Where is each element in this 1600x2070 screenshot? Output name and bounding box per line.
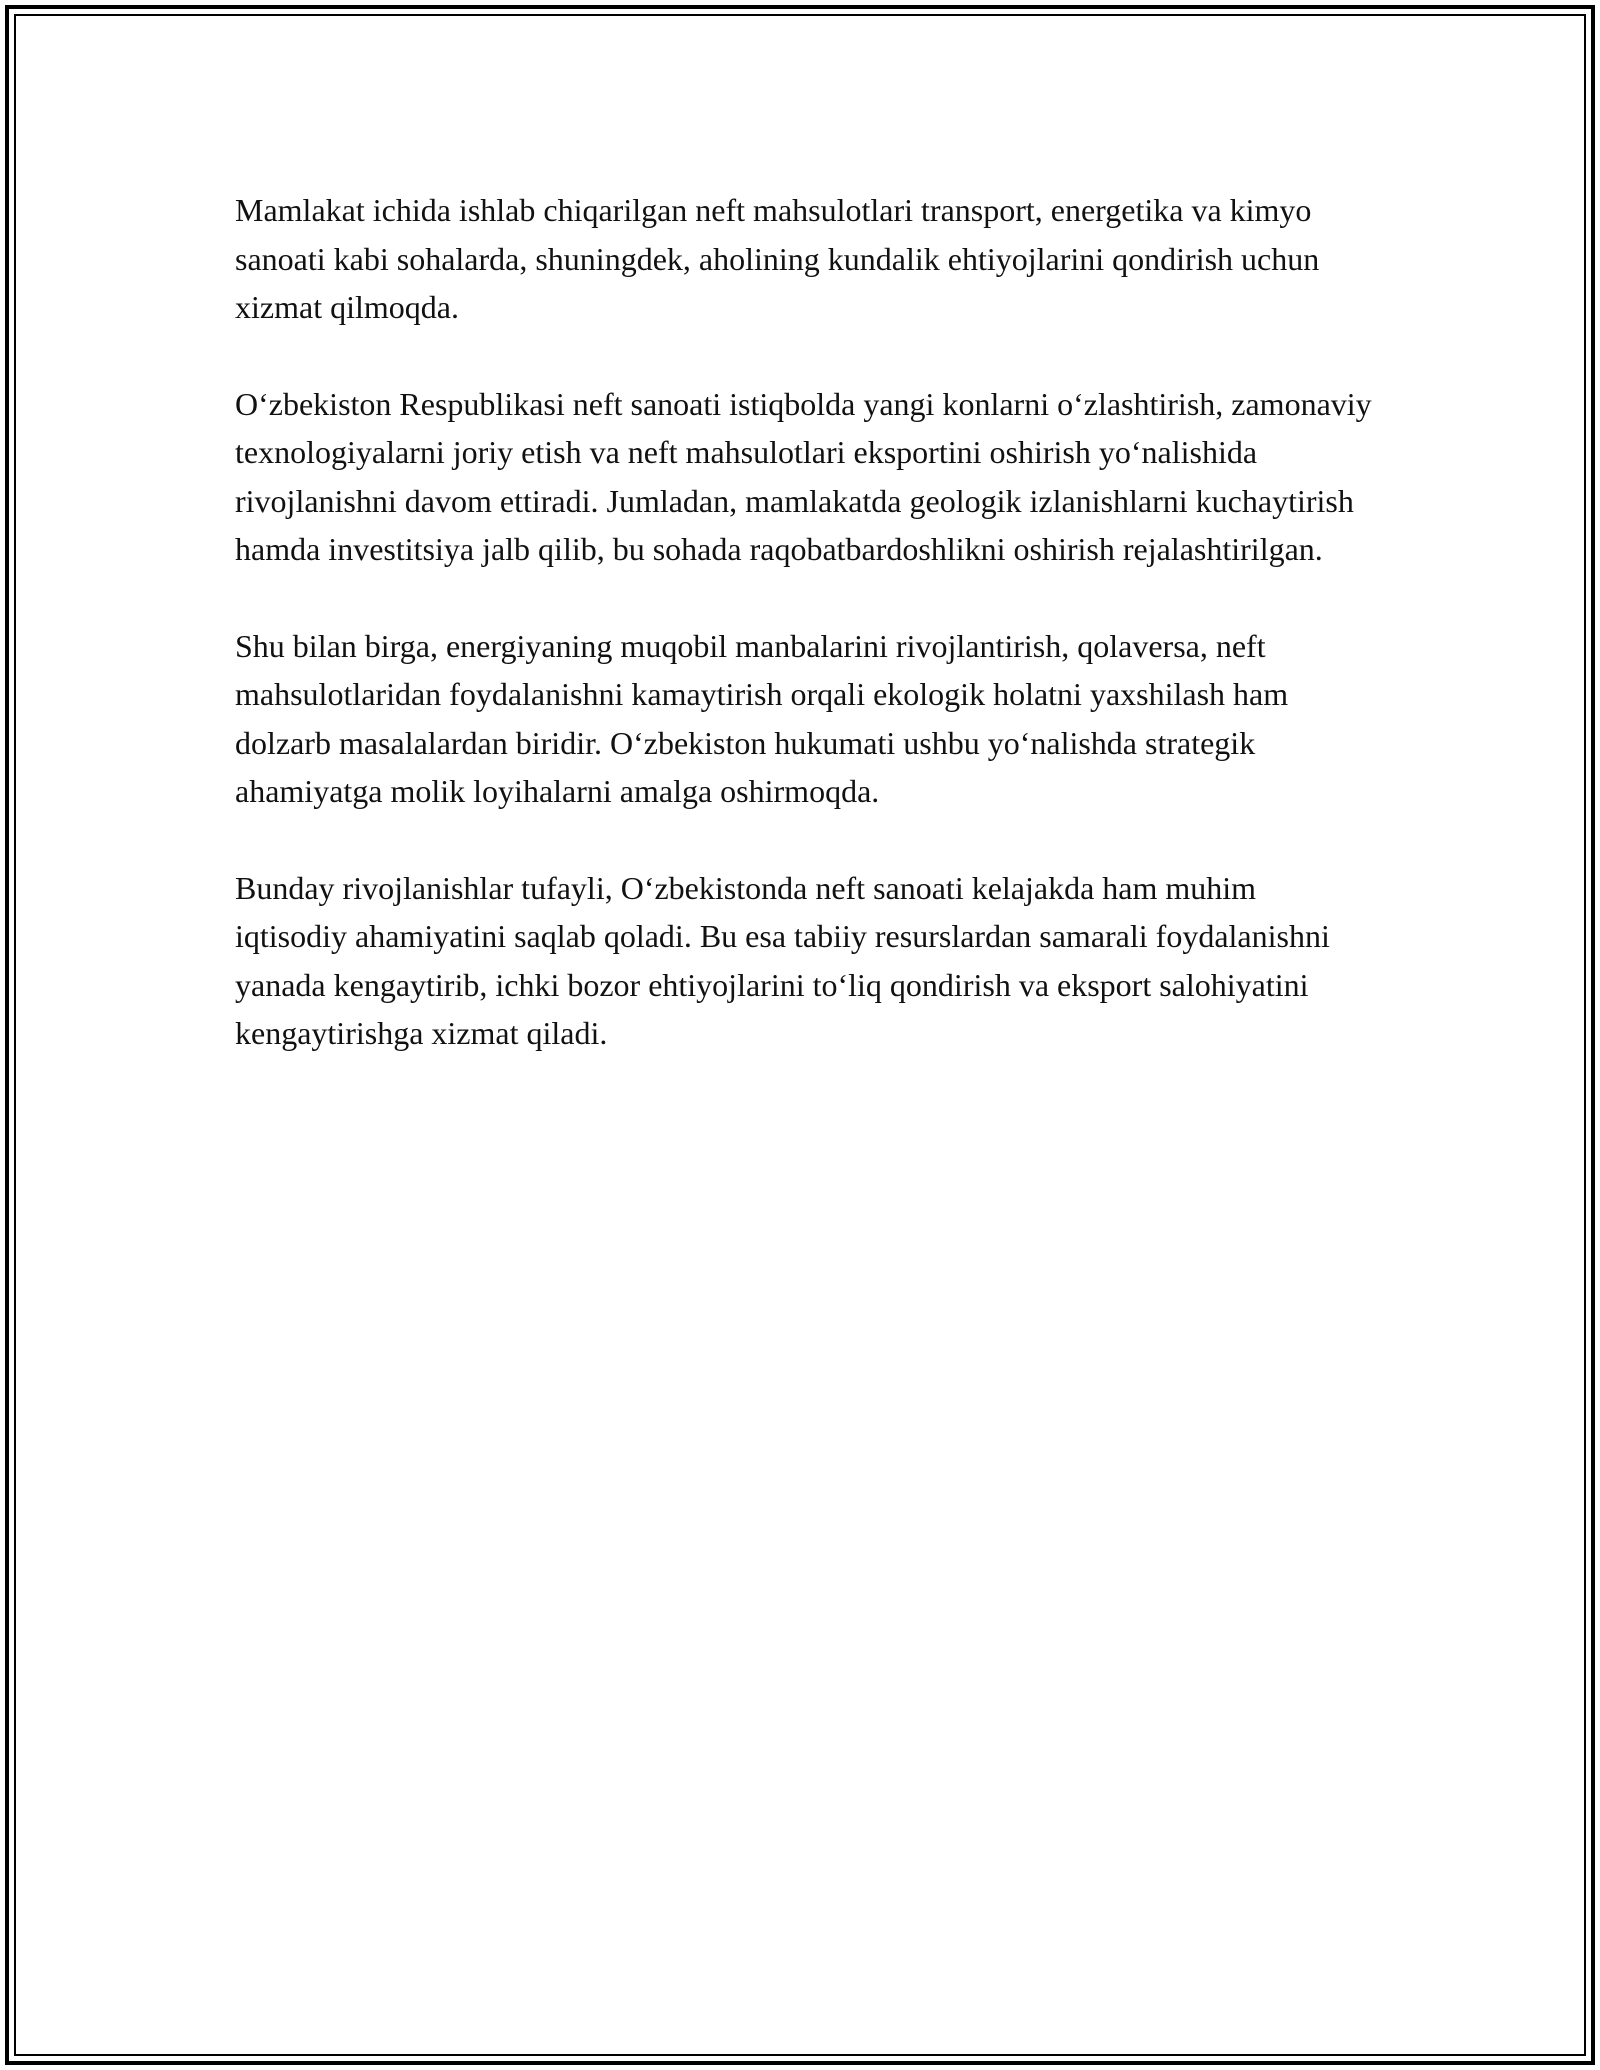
paragraph-3: Shu bilan birga, energiyaning muqobil manbalarini rivojlantirish, qolaversa, neft mahsulotlaridan foydalanishni kamaytirish orqali ekologik holatni yaxshilash ham dolzarb masalalardan biridir. O‘zbekiston hukumati ushbu yo‘nalishda strategik ahamiyatga molik loyihalarni amalga oshirmoqda.	[235, 627, 1289, 809]
paragraph-2: O‘zbekiston Respublikasi neft sanoati istiqbolda yangi konlarni o‘zlashtirish, zamonaviy texnologiyalarni joriy etish va neft mahsulotlari eksportini oshirish yo‘nalishida rivojlanishni davom ettiradi. Jumladan, mamlakatda geologik izlanishlarni kuchaytirish hamda investitsiya jalb qilib, bu sohada raqobatbardoshlikni oshirish rejalashtirilgan.	[235, 385, 1372, 567]
document-body	[235, 186, 1375, 1106]
paragraph-4: Bunday rivojlanishlar tufayli, O‘zbekistonda neft sanoati kelajakda ham muhim iqtisodiy ahamiyatini saqlab qoladi. Bu esa tabiiy resurslardan samarali foydalanishni yanada kengaytirib, ichki bozor ehtiyojlarini to‘liq qondirish va eksport salohiyatini kengaytirishga xizmat qiladi.	[235, 869, 1330, 1051]
paragraph-1: Mamlakat ichida ishlab chiqarilgan neft mahsulotlari transport, energetika va kimyo sanoati kabi sohalarda, shuningdek, aholining kundalik ehtiyojlarini qondirish uchun xizmat qilmoqda.	[235, 192, 1320, 325]
